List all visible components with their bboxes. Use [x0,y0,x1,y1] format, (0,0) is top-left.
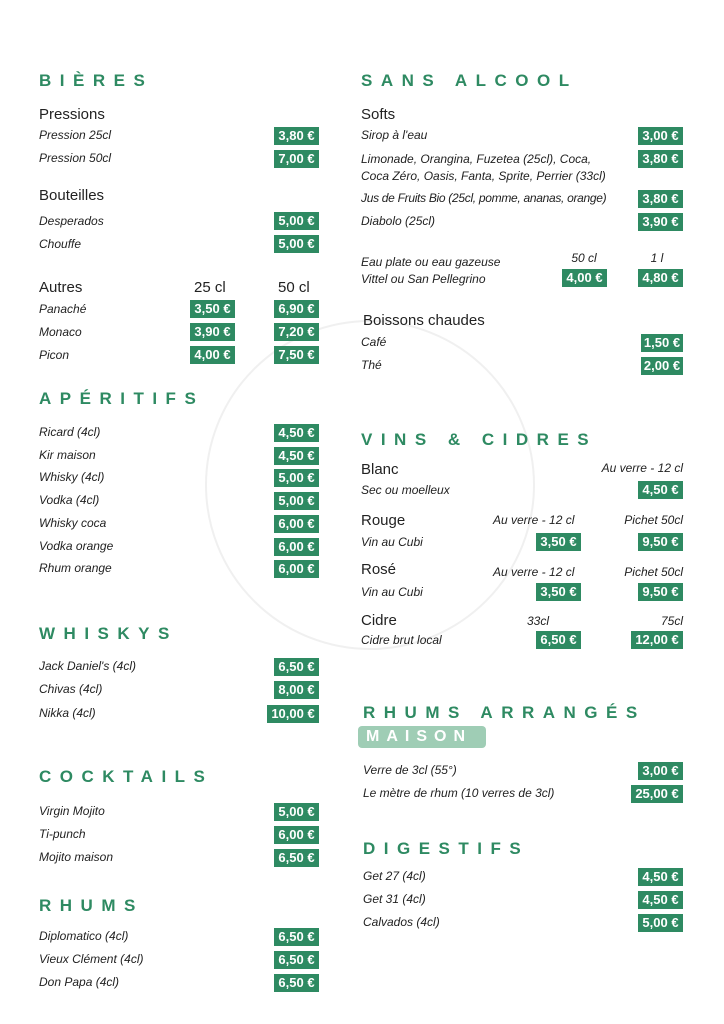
price-tag: 6,90 € [274,300,319,318]
price-tag: 4,50 € [638,868,683,886]
column-header: Pichet 50cl [624,565,683,579]
item-name: Café [361,335,387,349]
subheading-bouteilles: Bouteilles [39,187,105,204]
price-tag: 6,50 € [536,631,581,649]
item-name: Chivas (4cl) [39,682,103,696]
maison-badge: MAISON [358,726,486,748]
item-name: Rhum orange [39,561,112,575]
left-column [39,0,319,1024]
price-tag: 3,80 € [638,150,683,168]
column-header: 75cl [660,614,683,628]
item-name: Vin au Cubi [361,535,423,549]
item-name: Get 27 (4cl) [363,869,426,883]
price-tag: 5,00 € [274,469,319,487]
subheading-blanc: Blanc [361,461,399,478]
section-title-sans-alcool: SANS ALCOOL [361,71,578,90]
subheading-boissons-chaudes: Boissons chaudes [363,312,485,329]
item-name-line2: Coca Zéro, Oasis, Fanta, Sprite, Perrier (33cl) [361,169,606,183]
price-tag: 3,50 € [536,583,581,601]
item-name: Don Papa (4cl) [39,975,120,989]
subheading-pressions: Pressions [39,106,105,123]
price-tag: 3,80 € [274,127,319,145]
price-tag: 8,00 € [274,681,319,699]
subheading-cidre: Cidre [361,612,397,629]
section-title-whiskys: WHISKYS [39,624,178,643]
section-title-rhums-arranges: RHUMS ARRANGÉS [363,703,646,722]
section-title-vins-cidres: VINS & CIDRES [361,430,598,449]
item-name: Picon [39,348,70,362]
item-name: Vin au Cubi [361,585,423,599]
section-title-aperitifs: APÉRITIFS [39,389,205,408]
price-tag: 5,00 € [274,803,319,821]
price-tag: 4,50 € [638,481,683,499]
item-name: Jack Daniel's (4cl) [39,659,136,673]
column-header: Pichet 50cl [624,513,683,527]
price-tag: 12,00 € [631,631,683,649]
item-name: Vodka (4cl) [39,493,100,507]
item-name: Panaché [39,302,87,316]
item-name-line2: Vittel ou San Pellegrino [361,272,486,286]
price-tag: 4,50 € [274,424,319,442]
price-tag: 4,00 € [562,269,607,287]
price-tag: 6,00 € [274,826,319,844]
item-name: Diabolo (25cl) [361,214,436,228]
column-header-1l: 1 l [650,251,664,265]
item-name: Get 31 (4cl) [363,892,426,906]
column-header: 33cl [527,614,550,628]
item-name: Pression 50cl [39,151,112,165]
item-name: Virgin Mojito [39,804,105,818]
price-tag: 6,50 € [274,951,319,969]
item-name: Diplomatico (4cl) [39,929,129,943]
price-tag: 2,00 € [641,357,683,375]
item-name: Chouffe [39,237,82,251]
price-tag: 5,00 € [274,235,319,253]
price-tag: 6,50 € [274,974,319,992]
price-tag: 3,90 € [638,213,683,231]
price-tag: 3,00 € [638,127,683,145]
item-name: Sec ou moelleux [361,483,450,497]
item-name: Desperados [39,214,104,228]
item-name: Ti-punch [39,827,86,841]
item-name: Vodka orange [39,539,114,553]
section-title-rhums: RHUMS [39,896,144,915]
price-tag: 6,00 € [274,515,319,533]
item-name: Jus de Fruits Bio (25cl, pomme, ananas, orange) [361,191,607,205]
item-name: Eau plate ou eau gazeuse [361,255,501,269]
price-tag: 6,50 € [274,658,319,676]
price-tag: 4,80 € [638,269,683,287]
price-tag: 1,50 € [641,334,683,352]
column-header-25cl: 25 cl [194,279,226,296]
price-tag: 7,50 € [274,346,319,364]
item-name: Vieux Clément (4cl) [39,952,144,966]
subheading-autres: Autres [39,279,83,296]
item-name: Le mètre de rhum (10 verres de 3cl) [363,786,555,800]
price-tag: 7,00 € [274,150,319,168]
item-name: Limonade, Orangina, Fuzetea (25cl), Coca, [361,152,592,166]
price-tag: 6,50 € [274,849,319,867]
price-tag: 5,00 € [274,492,319,510]
item-name: Monaco [39,325,82,339]
price-tag: 3,90 € [190,323,235,341]
price-tag: 7,20 € [274,323,319,341]
section-title-digestifs: DIGESTIFS [363,839,530,858]
column-header-50cl: 50 cl [278,279,310,296]
item-name: Nikka (4cl) [39,706,96,720]
column-header: Au verre - 12 cl [601,461,683,475]
column-header: Au verre - 12 cl [493,513,575,527]
item-name: Verre de 3cl (55°) [363,763,457,777]
subheading-rose: Rosé [361,561,397,578]
price-tag: 9,50 € [638,533,683,551]
section-title-bieres: BIÈRES [39,71,154,90]
item-name: Whisky coca [39,516,107,530]
column-header-50cl: 50 cl [571,251,597,265]
price-tag: 3,80 € [638,190,683,208]
price-tag: 9,50 € [638,583,683,601]
price-tag: 3,00 € [638,762,683,780]
price-tag: 10,00 € [267,705,319,723]
item-name: Pression 25cl [39,128,112,142]
item-name: Kir maison [39,448,96,462]
section-title-cocktails: COCKTAILS [39,767,214,786]
item-name: Whisky (4cl) [39,470,105,484]
price-tag: 4,00 € [190,346,235,364]
item-name: Ricard (4cl) [39,425,101,439]
item-name: Calvados (4cl) [363,915,440,929]
item-name: Cidre brut local [361,633,442,647]
price-tag: 3,50 € [190,300,235,318]
column-header: Au verre - 12 cl [493,565,575,579]
subheading-rouge: Rouge [361,512,406,529]
item-name: Thé [361,358,382,372]
price-tag: 6,50 € [274,928,319,946]
price-tag: 4,50 € [638,891,683,909]
item-name: Sirop à l'eau [361,128,428,142]
price-tag: 5,00 € [638,914,683,932]
price-tag: 4,50 € [274,447,319,465]
price-tag: 6,00 € [274,560,319,578]
price-tag: 5,00 € [274,212,319,230]
price-tag: 25,00 € [631,785,683,803]
subheading-softs: Softs [361,106,396,123]
right-column [361,0,683,1024]
price-tag: 6,00 € [274,538,319,556]
item-name: Mojito maison [39,850,114,864]
price-tag: 3,50 € [536,533,581,551]
